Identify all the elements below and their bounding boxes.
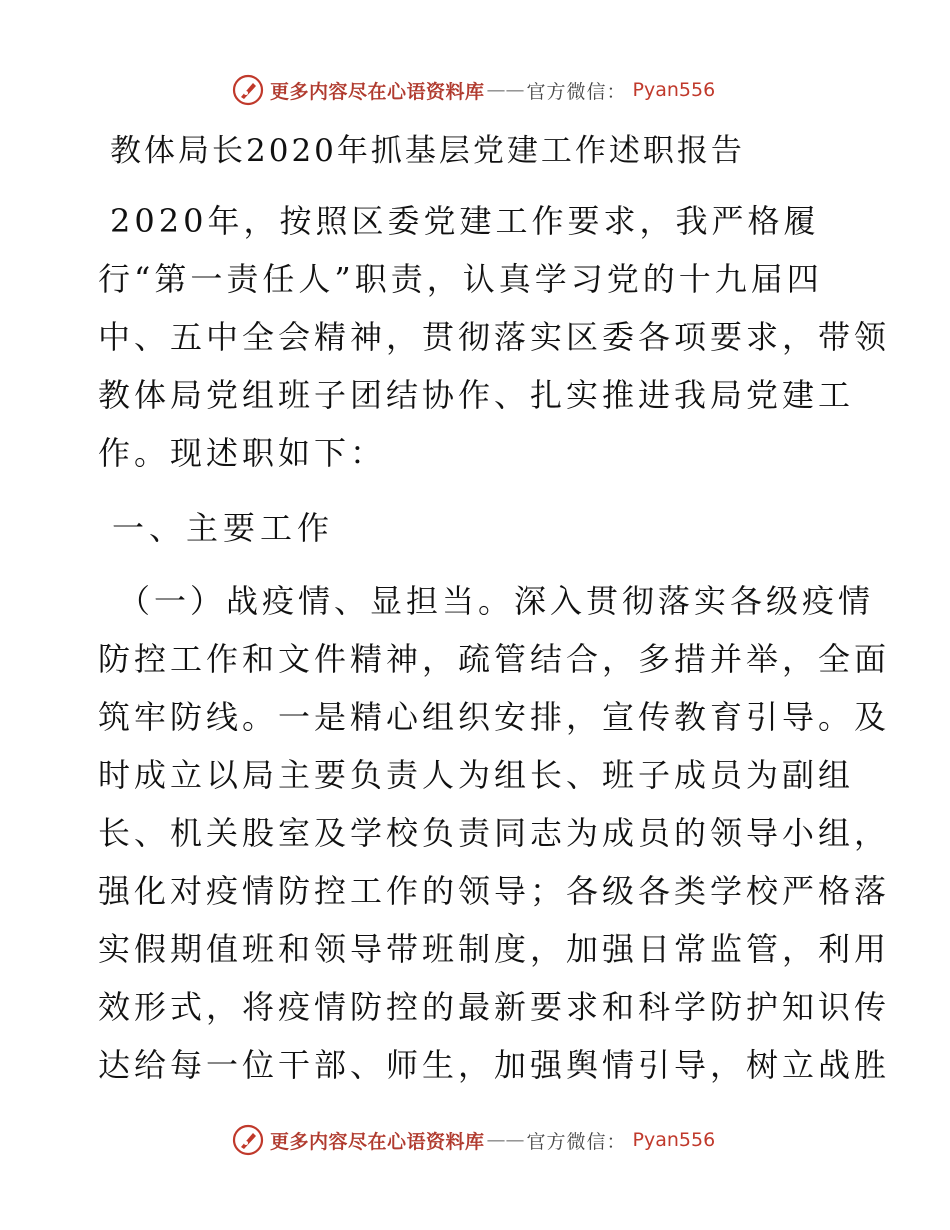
paragraph-line: 效形式，将疫情防控的最新要求和科学防护知识传 [98, 988, 891, 1026]
watermark-text: 更多内容尽在心语资料库 [270, 1130, 485, 1153]
intro-paragraph [98, 192, 891, 482]
body-paragraph [98, 572, 891, 1094]
paragraph-line: 实假期值班和领导带班制度，加强日常监管，利用 [98, 930, 891, 968]
section-heading: 一、主要工作 [112, 509, 335, 547]
pen-nib-logo-icon [232, 1124, 264, 1156]
paragraph-line: 2020年，按照区委党建工作要求，我严格履 [110, 202, 820, 240]
wechat-id: Pyan556 [632, 1129, 716, 1151]
wechat-label: 官方微信： [526, 1130, 627, 1153]
wechat-id: Pyan556 [632, 79, 716, 101]
pen-nib-logo-icon [232, 74, 264, 106]
watermark-separator: —— [486, 1129, 525, 1151]
wechat-label: 官方微信： [526, 80, 627, 103]
paragraph-line: 教体局党组班子团结协作、扎实推进我局党建工 [98, 376, 855, 414]
watermark-banner-top [232, 73, 715, 107]
paragraph-line: 行“第一责任人”职责，认真学习党的十九届四 [98, 260, 823, 298]
paragraph-line: 长、机关股室及学校负责同志为成员的领导小组， [98, 814, 891, 852]
paragraph-line: 作。现述职如下： [98, 434, 387, 472]
paragraph-line: （一）战疫情、显担当。深入贯彻落实各级疫情 [118, 582, 875, 620]
paragraph-line: 防控工作和文件精神，疏管结合，多措并举，全面 [98, 640, 891, 678]
watermark-banner-bottom [232, 1123, 715, 1157]
paragraph-line: 达给每一位干部、师生，加强舆情引导，树立战胜 [98, 1046, 891, 1084]
paragraph-line: 中、五中全会精神，贯彻落实区委各项要求，带领 [98, 318, 891, 356]
paragraph-line: 筑牢防线。一是精心组织安排，宣传教育引导。及 [98, 698, 891, 736]
paragraph-line: 强化对疫情防控工作的领导；各级各类学校严格落 [98, 872, 891, 910]
watermark-separator: —— [486, 79, 525, 101]
watermark-text: 更多内容尽在心语资料库 [270, 80, 485, 103]
paragraph-line: 时成立以局主要负责人为组长、班子成员为副组 [98, 756, 855, 794]
document-title: 教体局长2020年抓基层党建工作述职报告 [110, 133, 745, 169]
